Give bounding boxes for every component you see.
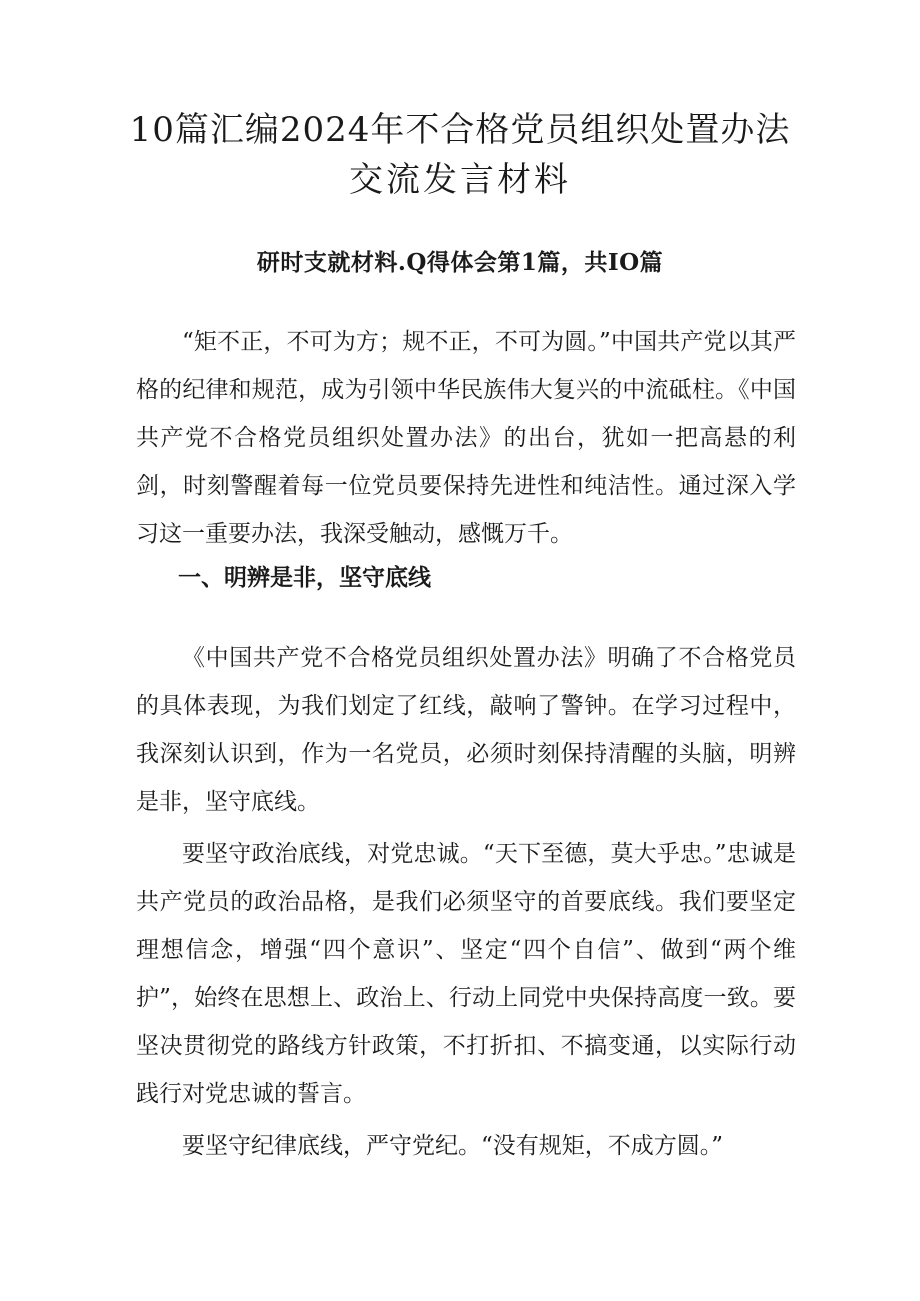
paragraph-political-bottom-line: 要坚守政治底线，对党忠诚。“天下至德，莫大乎忠。”忠诚是共产党员的政治品格，是我们必须坚守的首要底线。我们要坚定理想信念，增强“四个意识”、坚定“四个自信”、做到“两个维护”，始终在思想上、政治上、行动上同党中央保持高度一致。要坚决贯彻党的路线方针政策，不打折扣、不搞变通，以实际行动践行对党忠诚的誓言。: [136, 841, 796, 1107]
section-heading-1: 一、明辨是非，坚守底线: [178, 564, 431, 591]
paragraph-discipline-bottom-line: 要坚守纪律底线，严守党纪。“没有规矩，不成方圆。”: [182, 1133, 724, 1159]
paragraph-section1-body: 《中国共产党不合格党员组织处置办法》明确了不合格党员的具体表现，为我们划定了红线，敲响了警钟。在学习过程中，我深刻认识到，作为一名党员，必须时刻保持清醒的头脑，明辨是非，坚守底线。: [136, 645, 796, 815]
document-subtitle: 研时支就材料.Q得体会第1篇，共IO篇: [256, 249, 664, 276]
document-title-line-1: 10篇汇编2024年不合格党员组织处置办法: [129, 110, 791, 150]
document-title-line-2: 交流发言材料: [349, 160, 571, 200]
paragraph-intro: “矩不正，不可为方；规不正，不可为圆。”中国共产党以其严格的纪律和规范，成为引领中华民族伟大复兴的中流砥柱。《中国共产党不合格党员组织处置办法》的出台，犹如一把高悬的利剑，时刻警醒着每一位党员要保持先进性和纯洁性。通过深入学习这一重要办法，我深受触动，感慨万千。: [136, 329, 796, 547]
